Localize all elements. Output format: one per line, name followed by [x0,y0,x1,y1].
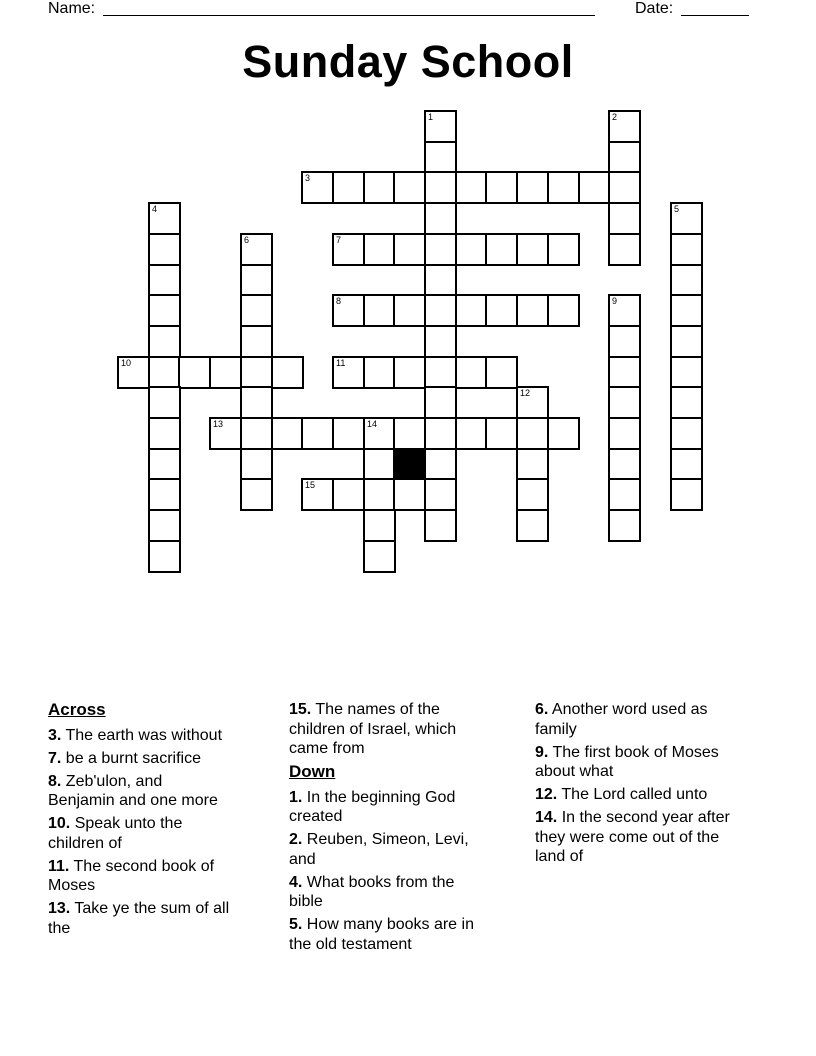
grid-cell[interactable] [485,417,518,450]
grid-cell[interactable] [670,478,703,511]
cell-number: 12 [520,388,531,398]
grid-cell[interactable] [424,264,457,297]
clue-text: Another word used as family [535,701,708,738]
clue-number: 3. [48,726,62,744]
grid-cell[interactable] [608,294,641,327]
grid-cell[interactable] [148,356,181,389]
clue-text: be a burnt sacrifice [61,749,201,767]
cell-number: 14 [367,419,378,429]
across-clues-list [48,726,230,939]
clues-column-3 [535,700,743,870]
grid-cell[interactable] [608,448,641,481]
grid-cell[interactable] [485,294,518,327]
clue-text: Zeb'ulon, and Benjamin and one more [48,772,218,809]
grid-cell[interactable] [148,202,181,235]
clue-number: 2. [289,831,303,848]
cell-number: 10 [121,358,132,368]
clue-down-2 [289,830,481,869]
grid-cell[interactable] [455,233,488,266]
grid-cell[interactable] [424,356,457,389]
grid-cell[interactable] [608,386,641,419]
clue-text: The names of the children of Israel, which came from [289,701,457,757]
grid-cell[interactable] [516,417,549,450]
grid-cell[interactable] [670,356,703,389]
blocked-cell [393,448,426,481]
grid-cell[interactable] [424,233,457,266]
clue-text: In the second year after they were come out of the land of [535,809,730,865]
clue-across-13 [48,899,230,938]
grid-cell[interactable] [670,264,703,297]
grid-cell[interactable] [363,233,396,266]
clue-down-4 [289,873,481,912]
grid-cell[interactable] [547,233,580,266]
grid-cell[interactable] [393,417,426,450]
grid-cell[interactable] [455,171,488,204]
cell-number: 2 [612,112,618,122]
grid-cell[interactable] [424,110,457,143]
grid-cell[interactable] [424,294,457,327]
grid-cell[interactable] [608,141,641,174]
grid-cell[interactable] [424,141,457,174]
grid-cell[interactable] [608,202,641,235]
grid-cell[interactable] [363,540,396,573]
grid-cell[interactable] [209,417,242,450]
grid-cell[interactable] [516,294,549,327]
grid-cell[interactable] [393,233,426,266]
grid-cell[interactable] [516,509,549,542]
clue-down-1 [289,788,481,827]
grid-cell[interactable] [148,509,181,542]
clue-number: 5. [289,916,303,933]
grid-cell[interactable] [117,356,150,389]
grid-cell[interactable] [608,417,641,450]
header [0,0,816,20]
grid-cell[interactable] [516,478,549,511]
grid-cell[interactable] [363,356,396,389]
grid-cell[interactable] [148,264,181,297]
grid-cell[interactable] [301,478,334,511]
clue-number: 8. [48,772,62,790]
grid-cell[interactable] [332,356,365,389]
grid-cell[interactable] [608,356,641,389]
date-label: Date: [635,0,674,17]
down-clues-list [289,788,481,955]
cell-number: 5 [674,204,680,214]
grid-cell[interactable] [485,233,518,266]
clue-text: How many books are in the old testament [289,916,474,953]
across-clues-list-cont [289,700,481,759]
clue-across-11 [48,857,230,896]
clue-across-10 [48,814,230,853]
clue-text: The earth was without [61,726,223,744]
grid-cell[interactable] [240,264,273,297]
grid-cell[interactable] [670,386,703,419]
clues-column-1 [48,700,230,942]
puzzle-title: Sunday School [242,36,574,87]
clue-text: What books from the bible [289,873,455,910]
grid-cell[interactable] [516,233,549,266]
grid-cell[interactable] [332,417,365,450]
grid-cell[interactable] [240,417,273,450]
grid-cell[interactable] [332,294,365,327]
grid-cell[interactable] [332,478,365,511]
grid-cell[interactable] [148,417,181,450]
grid-cell[interactable] [670,202,703,235]
clue-number: 15. [289,701,312,718]
cell-number: 7 [336,235,342,245]
grid-cell[interactable] [424,478,457,511]
grid-cell[interactable] [608,325,641,358]
grid-cell[interactable] [608,509,641,542]
grid-cell[interactable] [363,294,396,327]
down-clues-list-cont [535,700,743,867]
cell-number: 8 [336,296,342,306]
name-blank-line [103,1,595,16]
clue-number: 7. [48,749,62,767]
cell-number: 9 [612,296,618,306]
grid-cell[interactable] [301,171,334,204]
clue-text: The Lord called unto [557,786,708,803]
grid-cell[interactable] [455,417,488,450]
down-header: Down [289,762,336,781]
grid-cell[interactable] [547,417,580,450]
grid-cell[interactable] [578,171,611,204]
clue-down-14 [535,808,743,867]
clue-down-6 [535,700,743,739]
grid-cell[interactable] [209,356,242,389]
grid-cell[interactable] [608,110,641,143]
grid-cell[interactable] [363,509,396,542]
grid-cell[interactable] [608,478,641,511]
grid-cell[interactable] [240,325,273,358]
clue-number: 12. [535,786,558,803]
grid-cell[interactable] [516,386,549,419]
clue-text: The first book of Moses about what [535,743,719,780]
clue-across-15 [289,700,481,759]
clue-text: Take ye the sum of all the [48,900,230,937]
grid-cell[interactable] [148,478,181,511]
grid-cell[interactable] [148,540,181,573]
grid-cell[interactable] [670,233,703,266]
grid-cell[interactable] [424,509,457,542]
grid-cell[interactable] [424,325,457,358]
clue-number: 10. [48,815,71,832]
grid-cell[interactable] [393,478,426,511]
clues-column-2 [289,700,481,958]
grid-cell[interactable] [240,294,273,327]
name-label: Name: [48,0,96,17]
grid-cell[interactable] [547,294,580,327]
clue-number: 4. [289,873,303,891]
cell-number: 13 [213,419,224,429]
grid-cell[interactable] [363,171,396,204]
date-blank-line [681,1,749,16]
grid-cell[interactable] [670,417,703,450]
cell-number: 6 [244,235,250,245]
grid-cell[interactable] [670,448,703,481]
grid-cell[interactable] [516,448,549,481]
grid-cell[interactable] [485,171,518,204]
grid-cell[interactable] [393,171,426,204]
grid-cell[interactable] [393,356,426,389]
clue-number: 1. [289,788,303,806]
grid-cell[interactable] [670,325,703,358]
clue-text: Speak unto the children of [48,815,183,852]
clue-number: 6. [535,701,549,718]
grid-cell[interactable] [240,448,273,481]
clue-text: In the beginning God created [289,788,456,825]
cell-number: 3 [305,173,311,183]
grid-cell[interactable] [455,294,488,327]
grid-cell[interactable] [240,386,273,419]
grid-cell[interactable] [424,202,457,235]
grid-cell[interactable] [608,233,641,266]
across-header: Across [48,700,106,719]
grid-cell[interactable] [363,417,396,450]
clue-across-8 [48,772,230,811]
grid-cell[interactable] [393,294,426,327]
clue-down-12 [535,785,743,805]
grid-cell[interactable] [547,171,580,204]
cell-number: 4 [152,204,158,214]
clue-number: 14. [535,809,558,826]
grid-cell[interactable] [516,171,549,204]
clue-down-9 [535,743,743,782]
grid-cell[interactable] [240,233,273,266]
grid-cell[interactable] [301,417,334,450]
grid-cell[interactable] [424,171,457,204]
clue-down-5 [289,915,481,954]
grid-cell[interactable] [148,233,181,266]
grid-cell[interactable] [424,386,457,419]
grid-cell[interactable] [332,171,365,204]
cell-number: 1 [428,112,434,122]
grid-cell[interactable] [485,356,518,389]
clue-text: Reuben, Simeon, Levi, and [289,831,469,868]
grid-cell[interactable] [424,417,457,450]
grid-cell[interactable] [455,356,488,389]
grid-cell[interactable] [240,478,273,511]
grid-cell[interactable] [178,356,211,389]
grid-cell[interactable] [148,294,181,327]
clue-across-7 [48,749,230,769]
clue-across-3 [48,726,230,746]
cell-number: 11 [336,358,346,368]
grid-cell[interactable] [608,171,641,204]
grid-cell[interactable] [148,386,181,419]
grid-cell[interactable] [363,448,396,481]
grid-cell[interactable] [240,356,273,389]
grid-cell[interactable] [148,448,181,481]
clue-number: 13. [48,900,71,917]
grid-cell[interactable] [424,448,457,481]
clue-text: The second book of Moses [48,857,215,894]
grid-cell[interactable] [670,294,703,327]
grid-cell[interactable] [271,356,304,389]
cell-number: 15 [305,480,316,490]
grid-cell[interactable] [363,478,396,511]
clue-number: 11. [48,857,70,875]
grid-cell[interactable] [271,417,304,450]
clue-number: 9. [535,743,549,761]
grid-cell[interactable] [148,325,181,358]
grid-cell[interactable] [332,233,365,266]
